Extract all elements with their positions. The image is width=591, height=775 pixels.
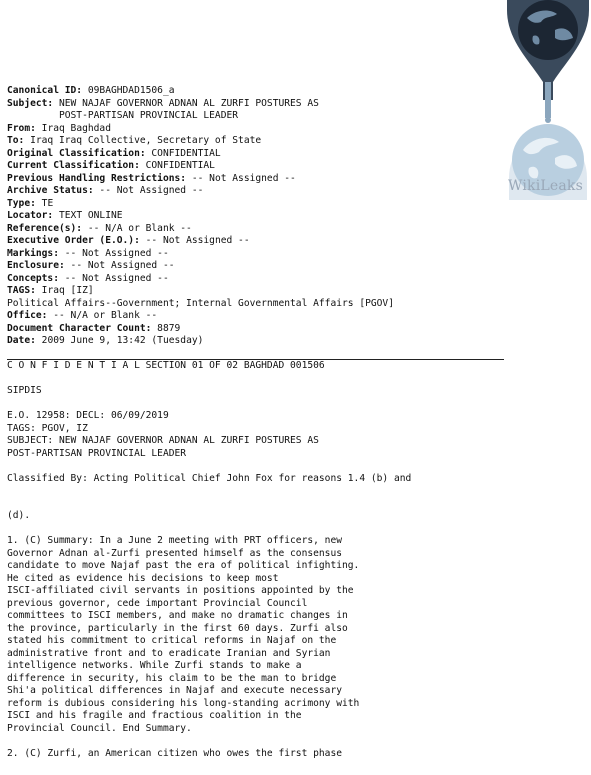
metadata-value: Iraq [IZ] [35,285,94,296]
metadata-value: 2009 June 9, 13:42 (Tuesday) [35,335,204,346]
body-line: E.O. 12958: DECL: 06/09/2019 [7,410,169,421]
metadata-label: TAGS: [7,285,36,296]
metadata-value: TE [35,197,54,209]
metadata-value: NEW NAJAF GOVERNOR ADNAN AL ZURFI POSTURES AS [53,97,319,109]
wikileaks-logo [505,0,591,200]
metadata-label: Concepts: [7,272,59,284]
body-line: POST-PARTISAN PROVINCIAL LEADER [7,447,187,459]
wikileaks-logo-text: WikiLeaks [508,178,583,194]
metadata-value: Political Affairs--Government; Internal Governmental Affairs [PGOV] [7,297,394,309]
body-line [7,735,547,748]
metadata-row [7,160,507,173]
body-line: He cited as evidence his decisions to keep most [7,572,279,584]
metadata-label: Executive Order (E.O.): [7,235,140,246]
metadata-label: Archive Status: [7,185,94,196]
metadata-value: -- Not Assigned -- [93,185,204,196]
metadata-label: Current Classification: [7,160,140,171]
metadata-row [7,260,507,273]
body-line: SIPDIS [7,385,42,396]
body-line: (d). [7,510,31,521]
metadata-row [7,135,507,148]
metadata-label: From: [7,122,36,134]
metadata-row [7,273,507,286]
body-line: 2. (C) Zurfi, an American citizen who owes the first phase [7,747,343,759]
metadata-row [7,235,507,248]
body-line: Shi'a political differences in Najaf and execute necessary [7,685,343,696]
metadata-value: Iraq Iraq Collective, Secretary of State [24,135,262,146]
body-line: C O N F I D E N T I A L SECTION 01 OF 02 BAGHDAD 001506 [7,360,325,371]
metadata-label: Type: [7,197,36,209]
metadata-row [7,148,507,161]
metadata-label: Locator: [7,210,54,221]
body-line [7,460,547,473]
hourglass-globe-icon [505,0,591,200]
metadata-value: CONFIDENTIAL [139,160,215,171]
body-line [7,498,547,511]
body-line: committees to ISCI members, and make no dramatic changes in [7,610,348,621]
body-line [7,485,547,498]
metadata-value: CONFIDENTIAL [145,147,221,159]
metadata-value: -- N/A or Blank -- [82,222,192,234]
body-line: stated his commitment to critical reforms in Najaf on the [7,635,337,646]
metadata-row [7,248,507,261]
body-line: ISCI-affiliated civil servants in positions appointed by the [7,585,354,596]
metadata-label: Original Classification: [7,147,146,159]
metadata-row [7,98,507,111]
body-line: reform is dubious considering his long-standing acrimony with [7,697,360,709]
metadata-label: Enclosure: [7,260,65,271]
metadata-label: Reference(s): [7,222,83,234]
body-line: the province, particularly in the first 60 days. Zurfi also [7,622,348,634]
body-line: Classified By: Acting Political Chief John Fox for reasons 1.4 (b) and [7,472,412,484]
metadata-label: To: [7,135,25,146]
metadata-label: Previous Handling Restrictions: [7,172,187,184]
metadata-label: Canonical ID: [7,85,83,96]
body-line: Provincial Council. End Summary. [7,722,192,734]
metadata-value: -- Not Assigned -- [64,260,175,271]
body-line: SUBJECT: NEW NAJAF GOVERNOR ADNAN AL ZURFI POSTURES AS [7,435,319,446]
body-line [7,398,547,411]
metadata-row [7,210,507,223]
metadata-value: -- N/A or Blank -- [47,310,158,321]
metadata-label: Document Character Count: [7,322,152,334]
body-line: administrative front and to eradicate Iranian and Syrian [7,647,331,659]
metadata-label: Date: [7,335,36,346]
metadata-label: Subject: [7,97,54,109]
body-line: previous governor, cede important Provincial Council [7,597,308,609]
metadata-label: Markings: [7,247,59,259]
cable-body [7,360,547,760]
body-line: difference in security, his claim to be the man to bridge [7,672,337,684]
body-line: Governor Adnan al-Zurfi presented himself as the consensus [7,547,343,559]
metadata-row [7,223,507,236]
metadata-value: TEXT ONLINE [53,210,123,221]
metadata-row [7,123,507,136]
metadata-row [7,85,507,98]
metadata-row [7,185,507,198]
metadata-value: -- Not Assigned -- [58,247,169,259]
metadata-label: Office: [7,310,48,321]
body-line [7,373,547,386]
metadata-row [7,323,507,336]
body-line: intelligence networks. While Zurfi stands to make a [7,660,302,671]
metadata-value: 09BAGHDAD1506_a [82,85,175,96]
metadata-value: POST-PARTISAN PROVINCIAL LEADER [7,110,239,121]
metadata-value: -- Not Assigned -- [58,272,169,284]
body-line: 1. (C) Summary: In a June 2 meeting with PRT officers, new [7,535,343,546]
metadata-value: -- Not Assigned -- [139,235,250,246]
body-line [7,523,547,536]
metadata-row [7,298,507,311]
metadata-row [7,110,507,123]
metadata-row [7,173,507,186]
body-line: candidate to move Najaf past the era of political infighting. [7,560,360,571]
metadata-block [7,85,507,348]
metadata-value: Iraq Baghdad [35,122,111,134]
metadata-row [7,285,507,298]
body-line: TAGS: PGOV, IZ [7,422,88,434]
metadata-row [7,310,507,323]
metadata-row [7,198,507,211]
body-line: ISCI and his fragile and fractious coalition in the [7,710,302,721]
metadata-value: 8879 [151,322,181,334]
metadata-value: -- Not Assigned -- [186,172,296,184]
metadata-row [7,335,507,348]
